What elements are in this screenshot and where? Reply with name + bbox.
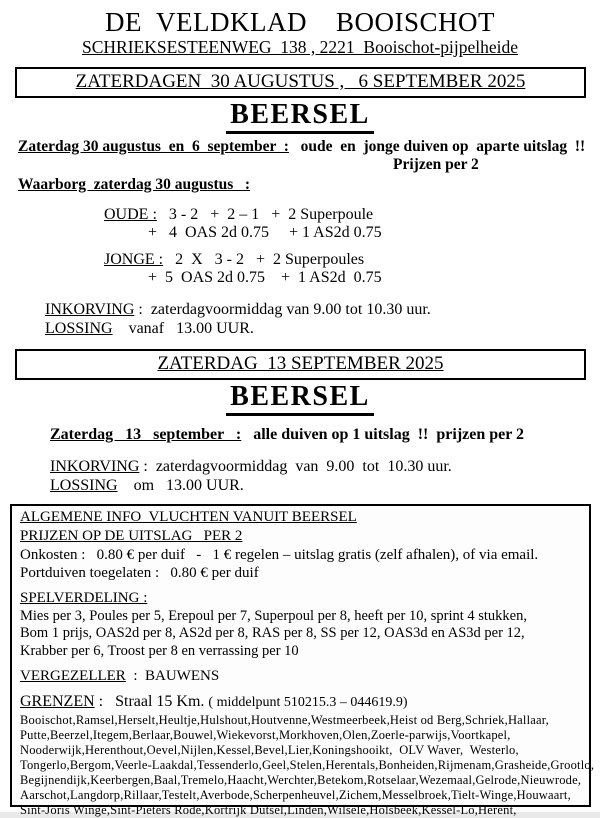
section1-waarborg (18, 176, 600, 194)
section2-lossing-label: LOSSING (50, 477, 118, 494)
jonge-label: JONGE : (104, 251, 164, 268)
spelverdeling-line: Krabber per 6, Troost per 8 en verrassing per 10 (20, 642, 299, 659)
banner-dates-aug-sep-text: ZATERDAGEN 30 AUGUSTUS , 6 SEPTEMBER 2025 (75, 71, 526, 92)
oude-line1: 3 - 2 + 2 – 1 + 2 Superpoule (156, 206, 374, 223)
page-title: DE VELDKLAD BOOISCHOT (105, 7, 495, 37)
jonge-row (104, 251, 600, 269)
oude-row-2: + 4 OAS 2d 0.75 + 1 AS2d 0.75 (148, 224, 382, 241)
grenzen-text: : Straal 15 Km. (94, 692, 209, 710)
jonge-row-2: + 5 OAS 2d 0.75 + 1 AS2d 0.75 (148, 269, 382, 286)
grenzen-city-line: Tongerlo,Bergom,Veerle-Laakdal,Tessenderlo,Geel,Stelen,Herentals,Bonheiden,Rijmenam,Grasheide,Grootlo, (20, 758, 595, 772)
grenzen-line (20, 692, 581, 714)
section2-inkorving (50, 457, 600, 476)
banner-dates-sep13 (15, 349, 586, 380)
section1-inkorving-text: : zaterdagvoormiddag van 9.00 tot 10.30 uur. (134, 301, 431, 318)
info-portduiven: Portduiven toegelaten : 0.80 € per duif (20, 565, 259, 581)
section1-date-info: oude en jonge duiven op aparte uitslag !! (288, 138, 586, 155)
section1-waarborg-label: Waarborg zaterdag 30 augustus : (18, 176, 251, 193)
general-info-box (10, 504, 595, 817)
section1-dateline (18, 138, 600, 156)
info-prijzen-text: PRIJZEN OP DE UITSLAG PER 2 (20, 528, 243, 544)
spacer (20, 660, 581, 667)
grenzen-city-line: Begijnendijk,Keerbergen,Baal,Tremelo,Haacht,Werchter,Betekom,Rotselaar,Wezemaal,Gelrode,Nieuwrode, (20, 773, 582, 787)
grenzen-middelpunt: ( middelpunt 510215.3 – 044619.9) (208, 694, 408, 710)
grenzen-city-line: Booischot,Ramsel,Herselt,Heultje,Hulshout,Houtvenne,Westmeerbeek,Heist od Berg,Schriek,Hallaar, (20, 713, 549, 727)
vergezeller-text: : BAUWENS (125, 668, 220, 684)
section2-lossing-text: om 13.00 UUR. (117, 477, 244, 494)
jonge-line1: 2 X 3 - 2 + 2 Superpoules (163, 251, 365, 268)
section1-heading-text: BEERSEL (226, 100, 374, 134)
info-prijzen-header (20, 527, 581, 546)
section2-dateline (50, 426, 600, 444)
section1-heading (0, 100, 600, 134)
spacer (20, 582, 581, 589)
grenzen-city-line: Aarschot,Langdorp,Rillaar,Testelt,Averbode,Scherpenheuvel,Zichem,Messelbroek,Tielt-Winge,Houwaart, (20, 788, 571, 802)
section1-prijzen: Prijzen per 2 (393, 156, 479, 173)
section2-inkorving-text: : zaterdagvoormiddag van 9.00 tot 10.30 uur. (139, 458, 452, 475)
info-algemene-header (20, 508, 581, 527)
address-line (0, 37, 600, 58)
section1-lossing-label: LOSSING (45, 320, 113, 337)
spelverdeling-line: Mies per 3, Poules per 5, Erepoul per 7, Superpoul per 8, heeft per 10, sprint 4 stukken, (20, 607, 527, 624)
grenzen-label: GRENZEN (20, 692, 95, 710)
spelverdeling-header-text: SPELVERDELING : (20, 590, 148, 606)
grenzen-city-line: Nooderwijk,Herenthout,Oevel,Nijlen,Kessel,Bevel,Lier,Koningshooikt, OLV Waver, Westerlo, (20, 743, 519, 757)
grenzen-city-line: Putte,Beerzel,Itegem,Berlaar,Bouwel,Wiekevorst,Morkhoven,Olen,Zoerle-parwijs,Voortkapel, (20, 728, 511, 742)
section1-inkorving-label: INKORVING (45, 301, 135, 318)
oude-row (104, 206, 600, 224)
banner-dates-aug-sep (15, 67, 586, 98)
grenzen-city-line: Sint-Joris Winge,Sint-Pieters Rode,Kortrijk Dutsel,Linden,Wilsele,Holsbeek,Kessel-Lo,Herent, (20, 803, 517, 817)
section2-lossing (50, 476, 600, 495)
section2-heading-text: BEERSEL (226, 382, 374, 416)
info-algemene-text: ALGEMENE INFO VLUCHTEN VANUIT BEERSEL (20, 509, 357, 525)
section2-date-info: alle duiven op 1 uitslag !! prijzen per 2 (241, 426, 525, 443)
section1-date-label: Zaterdag 30 augustus en 6 september : (18, 138, 289, 155)
info-onkosten: Onkosten : 0.80 € per duif - 1 € regelen – uitslag gratis (zelf afhalen), of via email. (20, 547, 539, 563)
section1-lossing-text: vanaf 13.00 UUR. (112, 320, 254, 337)
section1-inkorving (45, 300, 600, 319)
spelverdeling-line: Bom 1 prijs, OAS2d per 8, AS2d per 8, RAS per 8, SS per 12, OAS3d en AS3d per 12, (20, 625, 525, 641)
spelverdeling-header (20, 589, 581, 608)
oude-label: OUDE : (104, 206, 157, 223)
section2-date-label: Zaterdag 13 september : (50, 426, 242, 443)
address-text: SCHRIEKSESTEENWEG 138 , 2221 Booischot-pijpelheide (81, 37, 518, 57)
section2-heading (0, 382, 600, 416)
section2-inkorving-label: INKORVING (50, 458, 140, 475)
vergezeller-line (20, 667, 581, 686)
section1-lossing (45, 319, 600, 338)
banner-dates-sep13-text: ZATERDAG 13 SEPTEMBER 2025 (157, 353, 444, 374)
vergezeller-label: VERGEZELLER (20, 668, 126, 684)
